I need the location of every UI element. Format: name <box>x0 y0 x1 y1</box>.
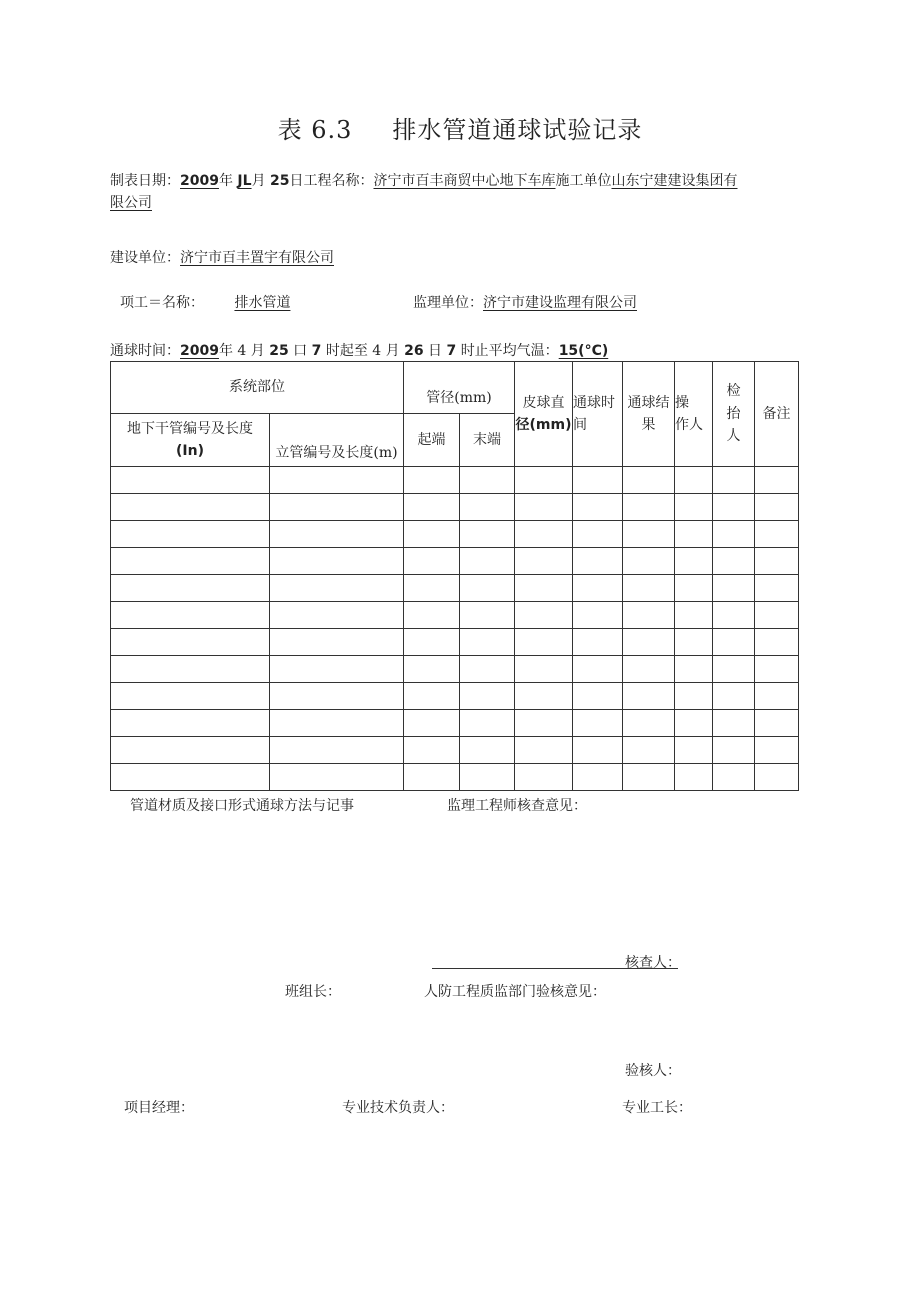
table-cell <box>515 602 573 629</box>
table-cell <box>623 710 675 737</box>
method-label: 管道材质及接口形式通球方法与记事 <box>130 798 354 814</box>
header-result <box>623 362 675 467</box>
table-cell <box>404 548 460 575</box>
header-inspector <box>713 362 755 467</box>
time-text-3: 时起至 4 月 <box>325 343 400 359</box>
table-cell <box>270 683 404 710</box>
table-cell <box>404 467 460 494</box>
test-time-line <box>110 340 608 360</box>
supervisor-line <box>413 292 637 312</box>
underground-main-label: 地下干管编号及长度 <box>127 420 253 437</box>
project-name-label: 工程名称： <box>303 173 374 189</box>
table-cell <box>270 710 404 737</box>
table-row <box>111 521 799 548</box>
page-title <box>0 110 920 145</box>
table-cell <box>623 737 675 764</box>
verifier-label: 验核人： <box>625 1063 681 1079</box>
table-cell <box>755 467 799 494</box>
table-cell <box>270 764 404 791</box>
inspector-line1: 检 <box>726 383 741 400</box>
tech-lead-label: 专业技术负责人： <box>342 1100 454 1116</box>
table-cell <box>713 521 755 548</box>
civil-defense-opinion-label: 人防工程质监部门验核意见： <box>424 984 606 1000</box>
inspector-line3: 人 <box>726 428 741 445</box>
inspector-line2: 抬 <box>726 405 741 422</box>
table-cell <box>111 764 270 791</box>
table-cell <box>573 467 623 494</box>
item-name-value: 排水管道 <box>234 295 291 311</box>
table-row <box>111 656 799 683</box>
table-cell <box>573 710 623 737</box>
table-cell <box>515 467 573 494</box>
date-year: 2009 <box>180 173 219 189</box>
table-cell <box>713 602 755 629</box>
table-cell <box>675 629 713 656</box>
team-leader-label: 班组长： <box>285 984 341 1000</box>
table-cell <box>675 656 713 683</box>
table-cell <box>623 629 675 656</box>
table-cell <box>573 548 623 575</box>
table-cell <box>111 710 270 737</box>
engineer-opinion-label: 监理工程师核查意见： <box>447 798 587 814</box>
table-cell <box>515 494 573 521</box>
owner-value: 济宁市百丰置宇有限公司 <box>180 250 334 266</box>
project-name-value: 济宁市百丰商贸中心地下车库 <box>373 173 556 189</box>
header-riser: 立管编号及长度(m) <box>270 414 404 467</box>
time-label: 通球时间： <box>110 343 180 359</box>
table-cell <box>713 467 755 494</box>
day-unit: 日 <box>289 173 304 189</box>
table-cell <box>404 629 460 656</box>
header-remarks: 备注 <box>755 362 799 467</box>
header-pipe-diameter: 管径(mm) <box>404 362 515 414</box>
date-day: 25 <box>270 173 290 189</box>
table-cell <box>270 521 404 548</box>
table-cell <box>111 656 270 683</box>
table-cell <box>404 602 460 629</box>
item-name-label: 项工＝名称： <box>120 295 204 311</box>
table-cell <box>573 494 623 521</box>
table-cell <box>623 467 675 494</box>
table-cell <box>713 764 755 791</box>
table-cell <box>675 575 713 602</box>
table-cell <box>270 602 404 629</box>
table-cell <box>675 548 713 575</box>
table-row <box>111 629 799 656</box>
table-cell <box>623 602 675 629</box>
table-cell <box>713 737 755 764</box>
table-cell <box>515 548 573 575</box>
table-cell <box>755 764 799 791</box>
header-date-project-line <box>110 170 738 190</box>
pass-time-line2: 间 <box>573 417 587 433</box>
header-pass-time <box>573 362 623 467</box>
table-cell <box>111 467 270 494</box>
table-cell <box>573 764 623 791</box>
owner-line <box>110 247 334 267</box>
time-start-day: 25 <box>269 343 289 359</box>
table-cell <box>573 656 623 683</box>
owner-label: 建设单位： <box>110 250 180 266</box>
table-cell <box>270 467 404 494</box>
table-row <box>111 575 799 602</box>
table-cell <box>460 494 515 521</box>
table-cell <box>623 494 675 521</box>
table-cell <box>460 764 515 791</box>
table-cell <box>515 764 573 791</box>
table-title: 排水管道通球试验记录 <box>392 116 643 144</box>
table-cell <box>623 764 675 791</box>
table-cell <box>713 710 755 737</box>
table-cell <box>675 683 713 710</box>
table-row <box>111 548 799 575</box>
table-cell <box>515 737 573 764</box>
checker-label: 核查人： <box>625 955 681 971</box>
table-cell <box>515 575 573 602</box>
table-cell <box>573 683 623 710</box>
table-cell <box>270 494 404 521</box>
header-system-part: 系统部位 <box>111 362 404 414</box>
table-cell <box>111 575 270 602</box>
table-cell <box>111 548 270 575</box>
table-cell <box>675 764 713 791</box>
table-cell <box>713 656 755 683</box>
table-cell <box>460 602 515 629</box>
header-underground-main <box>111 414 270 467</box>
time-end-hour: 7 <box>446 343 457 359</box>
table-cell <box>623 575 675 602</box>
time-text-2: 口 <box>293 343 308 359</box>
operator-line1: 操 <box>675 394 689 411</box>
table-cell <box>623 521 675 548</box>
table-cell <box>755 710 799 737</box>
table-cell <box>675 710 713 737</box>
contractor-label: 施工单位 <box>555 173 612 189</box>
table-cell <box>404 737 460 764</box>
table-row <box>111 683 799 710</box>
table-cell <box>460 575 515 602</box>
table-cell <box>404 521 460 548</box>
table-cell <box>713 548 755 575</box>
table-cell <box>573 602 623 629</box>
table-cell <box>515 629 573 656</box>
table-cell <box>713 575 755 602</box>
header-operator <box>675 362 713 467</box>
table-row <box>111 764 799 791</box>
date-label: 制表日期： <box>110 173 180 189</box>
table-cell <box>515 710 573 737</box>
table-cell <box>404 710 460 737</box>
result-line1: 通球结 <box>627 394 670 411</box>
table-cell <box>755 548 799 575</box>
table-cell <box>755 575 799 602</box>
time-text-5: 时止平均气温： <box>460 343 559 359</box>
table-cell <box>515 521 573 548</box>
table-cell <box>515 656 573 683</box>
foreman-label: 专业工长： <box>622 1100 692 1116</box>
table-cell <box>404 656 460 683</box>
table-cell <box>404 683 460 710</box>
table-cell <box>675 602 713 629</box>
table-row <box>111 602 799 629</box>
table-cell <box>675 521 713 548</box>
table-cell <box>270 656 404 683</box>
table-cell <box>404 764 460 791</box>
supervisor-label: 监理单位： <box>413 295 483 311</box>
time-end-day: 26 <box>404 343 424 359</box>
table-cell <box>755 656 799 683</box>
table-cell <box>111 683 270 710</box>
table-cell <box>270 575 404 602</box>
table-cell <box>713 494 755 521</box>
table-cell <box>111 521 270 548</box>
test-record-table <box>110 361 799 791</box>
table-cell <box>460 683 515 710</box>
table-row <box>111 737 799 764</box>
table-cell <box>111 602 270 629</box>
contractor-value: 山东宁建建设集团有 <box>611 173 738 189</box>
table-cell <box>573 737 623 764</box>
date-month: JL <box>237 173 252 189</box>
table-cell <box>573 575 623 602</box>
table-cell <box>270 629 404 656</box>
table-cell <box>755 602 799 629</box>
header-start-end: 起端 <box>404 414 460 467</box>
table-cell <box>460 548 515 575</box>
table-row <box>111 494 799 521</box>
table-cell <box>460 710 515 737</box>
table-cell <box>675 494 713 521</box>
result-line2: 果 <box>641 417 656 433</box>
table-cell <box>270 548 404 575</box>
table-cell <box>111 494 270 521</box>
ball-dia-line1: 皮球直 <box>522 394 565 411</box>
table-cell <box>460 467 515 494</box>
contractor-value-continued: 限公司 <box>110 195 152 211</box>
table-cell <box>755 737 799 764</box>
table-cell <box>460 629 515 656</box>
table-cell <box>270 737 404 764</box>
table-cell <box>755 683 799 710</box>
item-name-line <box>120 292 290 312</box>
temperature-value: 15(°C) <box>558 343 609 359</box>
pass-time-line1: 通球时 <box>573 394 615 411</box>
table-row <box>111 710 799 737</box>
table-cell <box>111 629 270 656</box>
table-cell <box>713 629 755 656</box>
table-cell <box>623 683 675 710</box>
table-row <box>111 467 799 494</box>
month-unit: 月 <box>251 173 266 189</box>
table-cell <box>755 521 799 548</box>
table-cell <box>404 575 460 602</box>
table-cell <box>460 656 515 683</box>
supervisor-value: 济宁市建设监理有限公司 <box>483 295 637 311</box>
table-cell <box>623 656 675 683</box>
table-cell <box>573 629 623 656</box>
header-ball-diameter <box>515 362 573 467</box>
time-text-4: 日 <box>428 343 443 359</box>
table-number: 表 6.3 <box>277 116 353 144</box>
table-cell <box>460 737 515 764</box>
table-cell <box>573 521 623 548</box>
table-cell <box>515 683 573 710</box>
table-cell <box>111 737 270 764</box>
time-text-1: 年 4 月 <box>218 343 265 359</box>
header-tail-end: 末端 <box>460 414 515 467</box>
table-cell <box>755 494 799 521</box>
table-cell <box>755 629 799 656</box>
table-cell <box>460 521 515 548</box>
table-cell <box>623 548 675 575</box>
project-manager-label: 项目经理： <box>124 1100 194 1116</box>
table-body <box>111 467 799 791</box>
time-year: 2009 <box>180 343 219 359</box>
underground-main-unit: (In) <box>176 443 204 459</box>
table-cell <box>675 737 713 764</box>
table-cell <box>713 683 755 710</box>
table-cell <box>675 467 713 494</box>
ball-dia-line2: 径(mm) <box>515 417 572 433</box>
operator-line2: 作人 <box>675 417 703 433</box>
time-start-hour: 7 <box>311 343 322 359</box>
table-cell <box>404 494 460 521</box>
year-unit: 年 <box>218 173 233 189</box>
